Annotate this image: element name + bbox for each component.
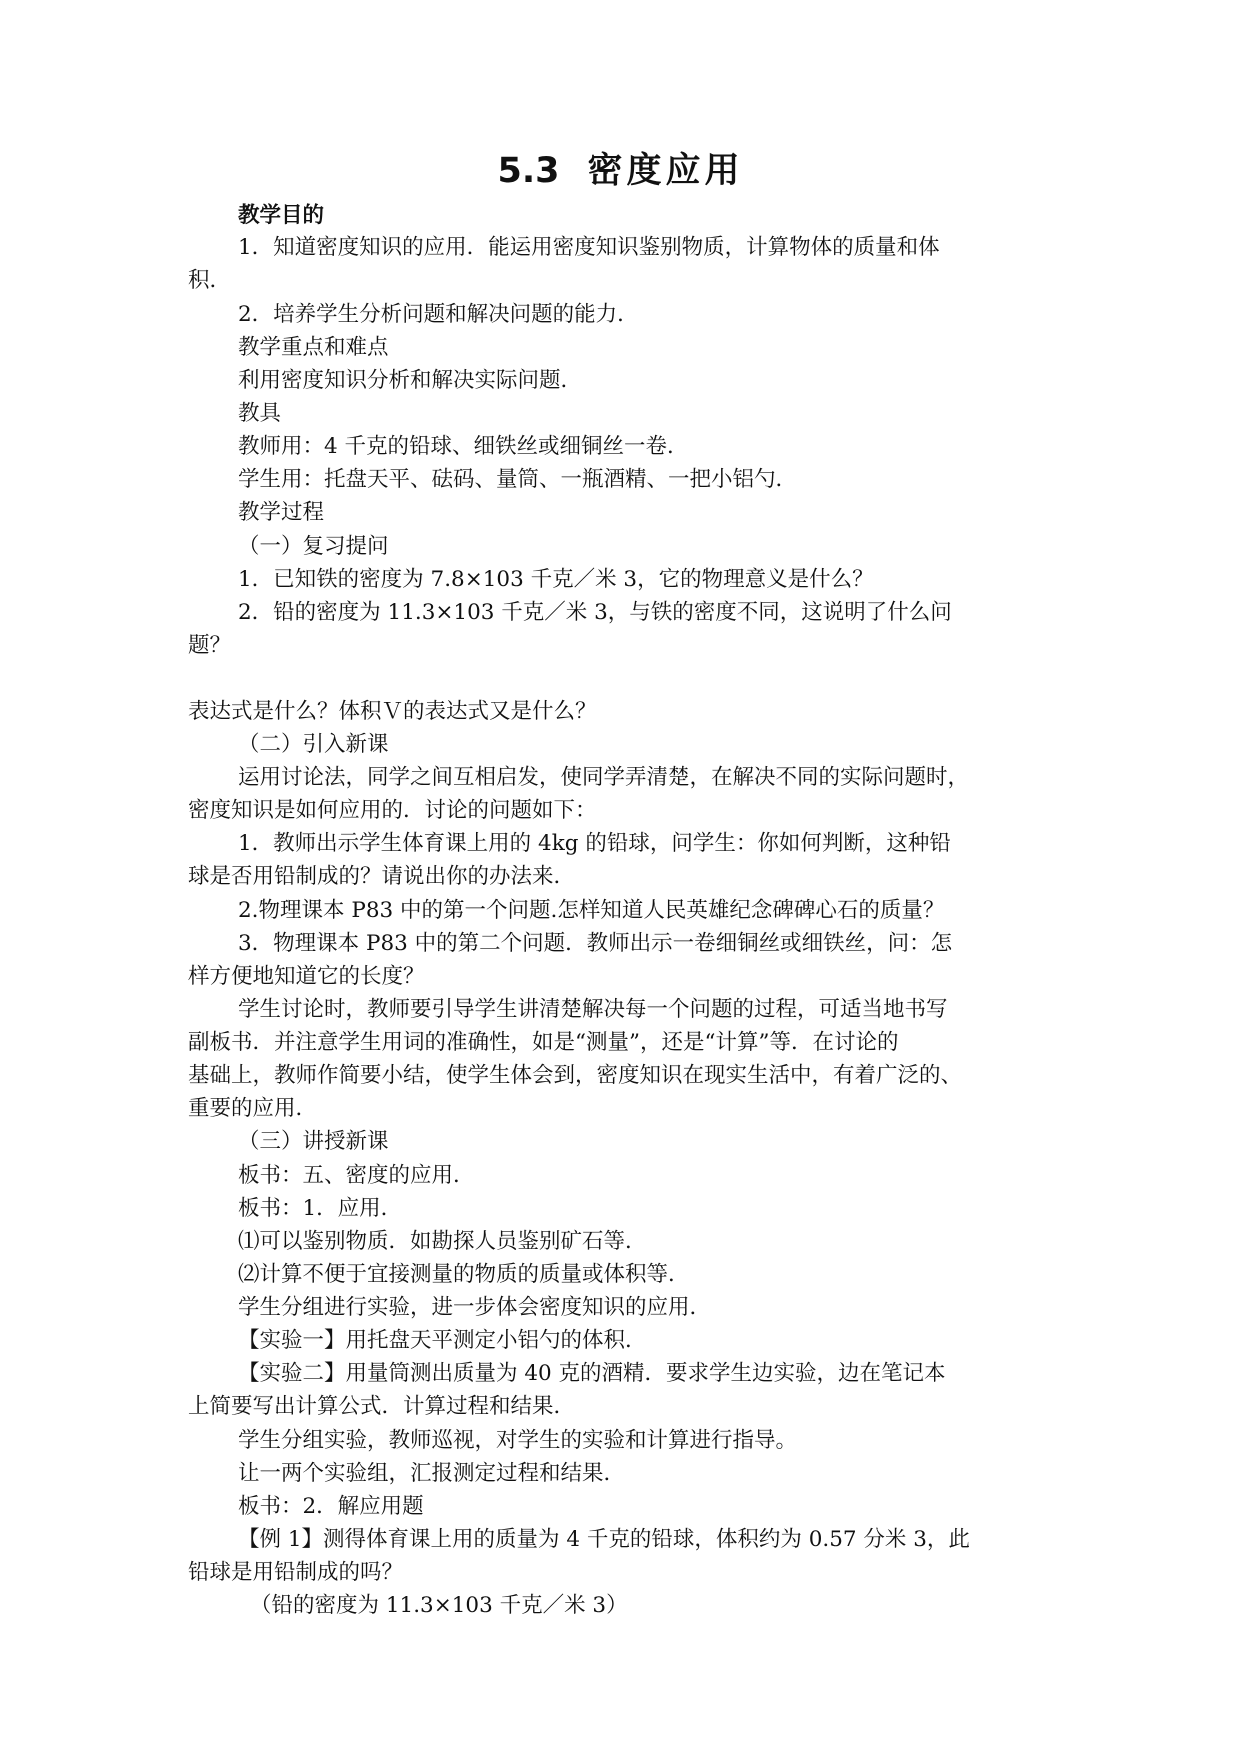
text-line: 1．已知铁的密度为 7.8×103 千克／米 3，它的物理意义是什么？ [238,567,874,592]
text-line: 让一两个实验组，汇报测定过程和结果． [238,1461,626,1486]
heading-teaching-aids: 教具 [238,401,282,426]
heading-key-points: 教学重点和难点 [238,335,389,360]
section-title: 密度应用 [587,151,744,191]
text-line: 学生讨论时，教师要引导学生讲清楚解决每一个问题的过程，可适当地书写 [238,997,948,1022]
heading-teaching-objectives: 教学目的 [238,203,325,228]
text-line: 表达式是什么？体积Ｖ的表达式又是什么？ [188,699,597,724]
text-line: 运用讨论法，同学之间互相启发，使同学弄清楚，在解决不同的实际问题时， [238,765,970,790]
text-line: 板书：五、密度的应用． [238,1163,475,1188]
subheading-lecture: （三）讲授新课 [238,1129,389,1154]
text-line: 3．物理课本 P83 中的第二个问题．教师出示一卷细铜丝或细铁丝，问：怎 [238,931,953,956]
text-line: 2.物理课本 P83 中的第一个问题.怎样知道人民英雄纪念碑碑心石的质量？ [238,898,945,923]
text-line: 板书：1．应用． [238,1196,403,1221]
text-line: 题？ [188,633,232,658]
experiment-two: 【实验二】用量筒测出质量为 40 克的酒精．要求学生边实验，边在笔记本 [238,1361,946,1386]
text-line: （铅的密度为 11.3×103 千克／米 3） [250,1593,628,1618]
text-line: 板书：2．解应用题 [238,1494,424,1519]
text-line: 学生用：托盘天平、砝码、量筒、一瓶酒精、一把小铝勺． [238,467,798,492]
text-line: 密度知识是如何应用的．讨论的问题如下： [188,798,597,823]
experiment-one: 【实验一】用托盘天平测定小铝勺的体积． [238,1328,647,1353]
text-line: ⑴可以鉴别物质．如勘探人员鉴别矿石等． [238,1229,647,1254]
section-number: 5.3 [497,151,560,191]
text-line: 1．知道密度知识的应用．能运用密度知识鉴别物质，计算物体的质量和体 [238,235,940,260]
text-line: 学生分组进行实验，进一步体会密度知识的应用． [238,1295,712,1320]
text-line: ⑵计算不便于宜接测量的物质的质量或体积等． [238,1262,690,1287]
subheading-review: （一）复习提问 [238,534,389,559]
text-line: 教师用：4 千克的铅球、细铁丝或细铜丝一卷． [238,434,689,459]
text-line: 基础上，教师作简要小结，使学生体会到，密度知识在现实生活中，有着广泛的、 [188,1063,963,1088]
text-line: 学生分组实验，教师巡视，对学生的实验和计算进行指导。 [238,1428,798,1453]
heading-teaching-process: 教学过程 [238,500,325,525]
text-line: 样方便地知道它的长度？ [188,964,425,989]
text-line: 2．铅的密度为 11.3×103 千克／米 3，与铁的密度不同，这说明了什么问 [238,600,952,625]
text-line: 重要的应用． [188,1096,318,1121]
text-line: 球是否用铅制成的？请说出你的办法来． [188,864,576,889]
text-line: 上简要写出计算公式．计算过程和结果． [188,1394,576,1419]
example-one: 【例 1】测得体育课上用的质量为 4 千克的铅球，体积约为 0.57 分米 3，此 [238,1527,970,1552]
text-line: 副板书．并注意学生用词的准确性，如是“测量”，还是“计算”等．在讨论的 [188,1030,899,1055]
text-line: 2．培养学生分析问题和解决问题的能力． [238,302,639,327]
subheading-new-lesson: （二）引入新课 [238,732,389,757]
text-line: 铅球是用铅制成的吗？ [188,1560,404,1585]
page-title [0,143,1241,199]
text-line: 利用密度知识分析和解决实际问题． [238,368,583,393]
text-line: 积． [188,268,232,293]
text-line: 1．教师出示学生体育课上用的 4kg 的铅球，问学生：你如何判断，这种铅 [238,831,951,856]
